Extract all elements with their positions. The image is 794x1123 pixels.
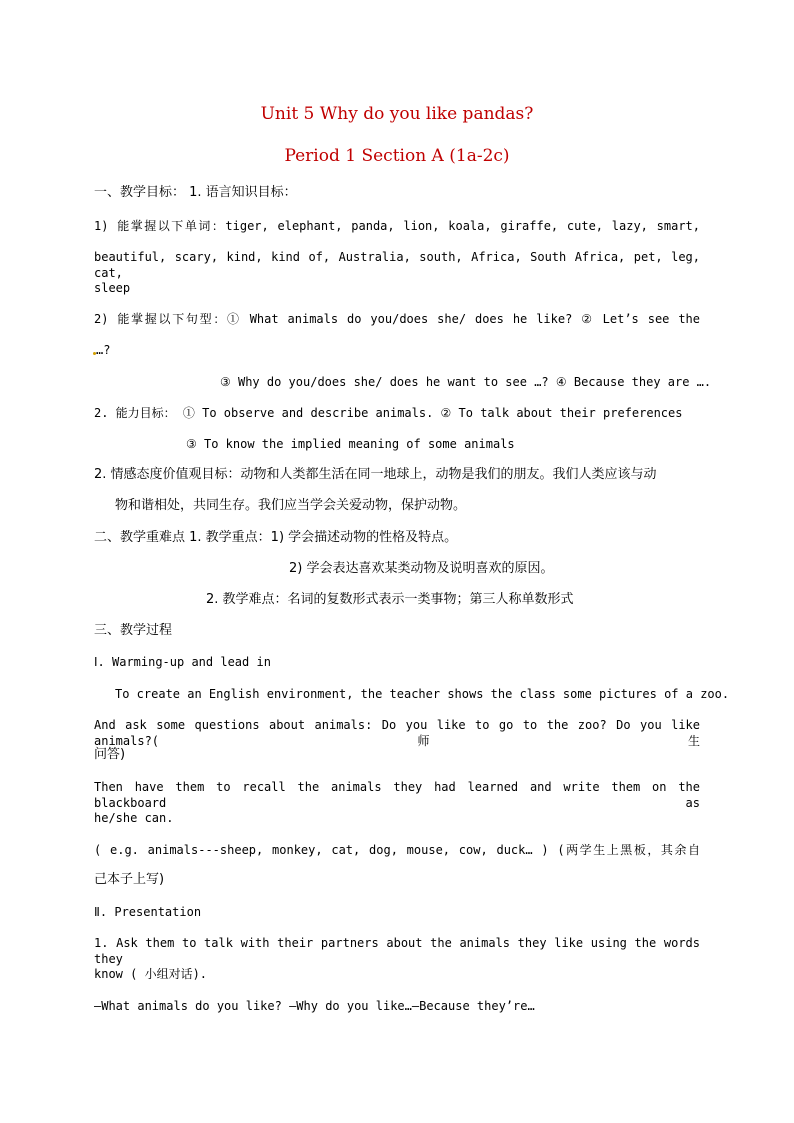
emotion-objective-2: 物和谐相处，共同生存。我们应当学会关爱动物，保护动物。 [115,498,467,513]
document-title: Unit 5 Why do you like pandas? [260,104,534,124]
warmup-paragraph-3-line-2: 己本子上写) [94,872,165,887]
emotion-objective-1: 2. 情感态度价值观目标：动物和人类都生活在同一地球上，动物是我们的朋友。我们人类应该与动 [94,467,657,482]
vocab-line-3: sleep [94,281,131,295]
ability-objective-1: 2. 能力目标： ① To observe and describe animals. ② To talk about their preferences [94,406,683,420]
ability-objective-2: ③ To know the implied meaning of some animals [186,437,515,451]
sentence-continuation: …? [96,343,111,357]
presentation-dialog: —What animals do you like? —Why do you like…—Because they’re… [94,999,535,1013]
warmup-paragraph-1-line-1: To create an English environment, the teacher shows the class some pictures of a zoo. [115,687,730,701]
warmup-title: Ⅰ. Warming-up and lead in [94,655,271,669]
presentation-item-1-line-1: 1. Ask them to talk with their partners about the animals they like using the words they [94,936,700,966]
warmup-paragraph-2-line-2: he/she can. [94,811,174,825]
vocab-line-2: beautiful, scary, kind, kind of, Australia, south, Africa, South Africa, pet, leg, cat, [94,250,700,280]
warmup-paragraph-1-line-3: 问答) [94,747,126,762]
key-points-line-2: 2) 学会表达喜欢某类动物及说明喜欢的原因。 [289,561,554,576]
warmup-paragraph-1-line-2: And ask some questions about animals: Do you like to go to the zoo? Do you like animals?(师生 [94,718,700,748]
presentation-title: Ⅱ. Presentation [94,905,202,919]
sentence-intro: 2) 能掌握以下句型：① What animals do you/does she/ does he like? ② Let’s see the [94,312,700,326]
warmup-paragraph-2-line-1: Then have them to recall the animals they had learned and write them on the blackboard as [94,780,700,810]
key-points-line-1: 二、教学重难点 1. 教学重点：1) 学会描述动物的性格及特点。 [94,530,458,545]
key-points-line-3: 2. 教学难点：名词的复数形式表示一类事物；第三人称单数形式 [206,592,574,607]
warmup-paragraph-3-line-1: ( e.g. animals---sheep, monkey, cat, dog, mouse, cow, duck… ) (两学生上黑板，其余自 [94,843,700,857]
document-subtitle: Period 1 Section A (1a-2c) [284,146,510,166]
process-heading: 三、教学过程 [94,623,173,638]
presentation-item-1-line-2: know ( 小组对话). [94,967,208,981]
objectives-heading: 一、教学目标： 1. 语言知识目标： [94,185,297,200]
vocab-intro: 1) 能掌握以下单词：tiger, elephant, panda, lion, koala, giraffe, cute, lazy, smart, [94,219,700,233]
sentence-line-2: ③ Why do you/does she/ does he want to see …? ④ Because they are …. [220,375,712,389]
